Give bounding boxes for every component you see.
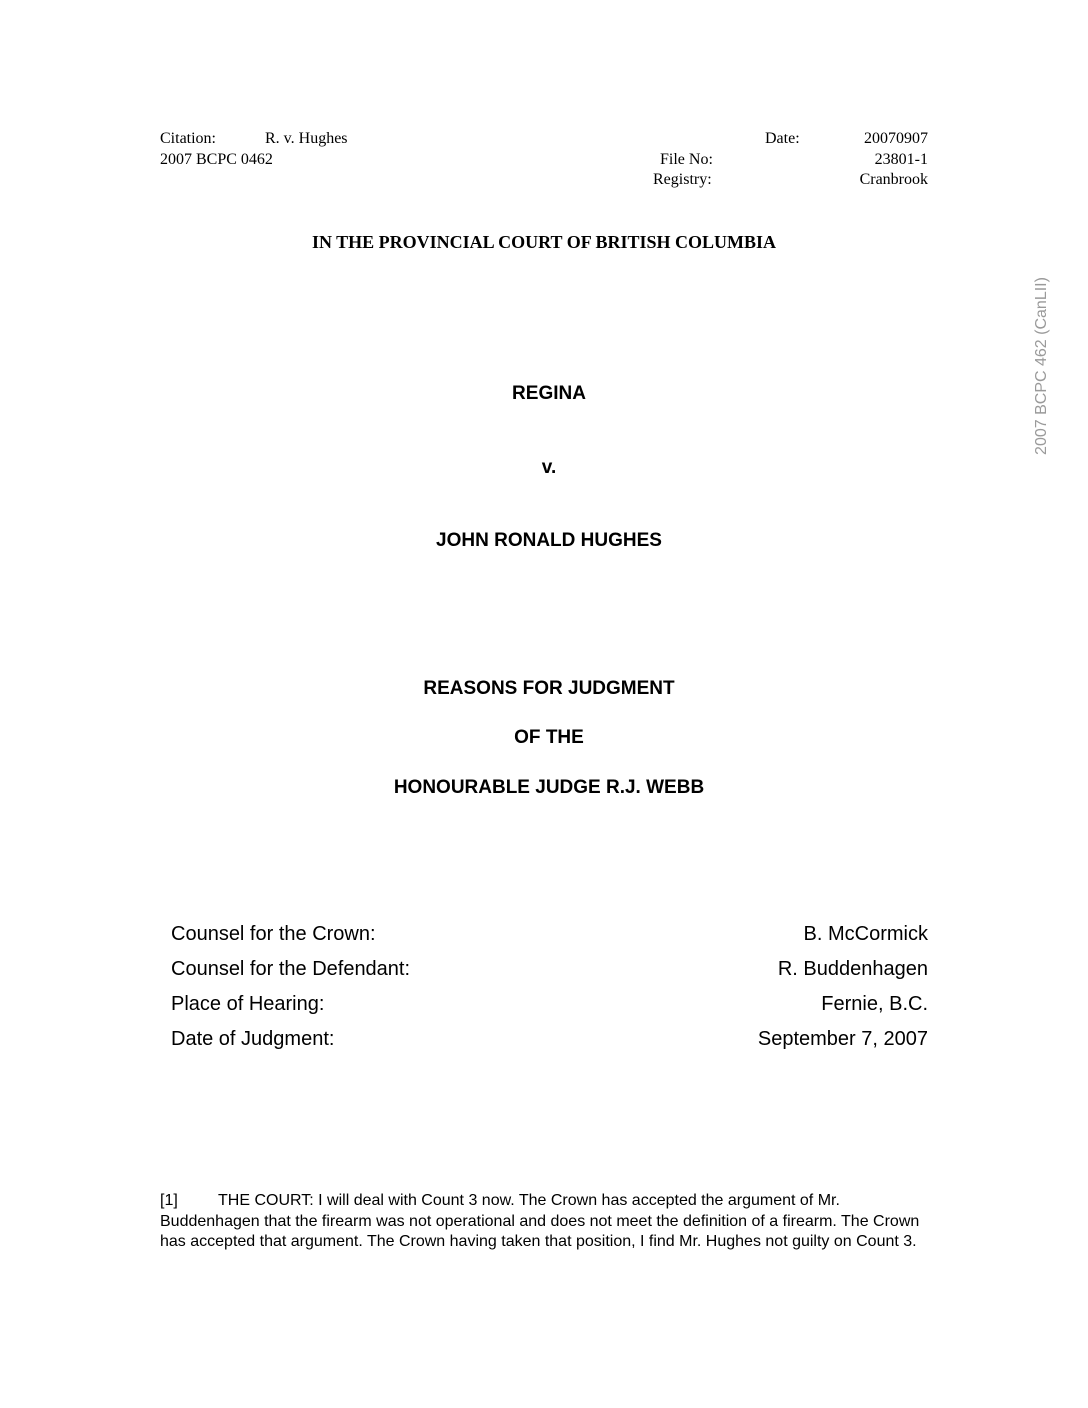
judgment-date-label: Date of Judgment: [171, 1028, 335, 1050]
canlii-watermark: 2007 BCPC 462 (CanLII) [1033, 277, 1050, 455]
paragraph-1 [160, 1191, 940, 1253]
date-label: Date: [765, 130, 800, 147]
citation-label: Citation: [160, 130, 216, 147]
defence-counsel-label: Counsel for the Defendant: [171, 958, 411, 980]
crown-counsel-label: Counsel for the Crown: [171, 923, 376, 945]
reasons-heading: REASONS FOR JUDGMENT [423, 678, 675, 699]
court-title: IN THE PROVINCIAL COURT OF BRITISH COLUMBIA [311, 232, 777, 252]
registry-value: Cranbrook [859, 171, 928, 188]
defence-counsel-value: R. Buddenhagen [777, 958, 928, 980]
reasons-of-the: OF THE [514, 727, 584, 748]
citation-value: R. v. Hughes [265, 130, 348, 147]
crown-counsel-value: B. McCormick [803, 923, 928, 945]
paragraph-text: THE COURT: I will deal with Count 3 now. The Crown has accepted the argument of Mr. Buddenhagen that the firearm was not operational and does not meet the definition of a firearm. The Crown has accepted that argument. The Crown having taken that position, I find Mr. Hughes not guilty on Count 3. [160, 1192, 920, 1250]
file-value: 23801-1 [874, 151, 928, 168]
hearing-place-value: Fernie, B.C. [821, 993, 928, 1015]
citation-number: 2007 BCPC 0462 [160, 151, 273, 168]
judgment-date-value: September 7, 2007 [757, 1028, 928, 1050]
file-label: File No: [660, 151, 713, 168]
party-versus: v. [541, 457, 557, 478]
paragraph-number: [1] [160, 1192, 178, 1209]
date-value: 20070907 [864, 130, 928, 147]
hearing-place-label: Place of Hearing: [171, 993, 325, 1015]
judge-name: HONOURABLE JUDGE R.J. WEBB [393, 777, 705, 798]
registry-label: Registry: [653, 171, 712, 188]
party-defendant: JOHN RONALD HUGHES [436, 530, 662, 551]
party-plaintiff: REGINA [512, 383, 586, 404]
